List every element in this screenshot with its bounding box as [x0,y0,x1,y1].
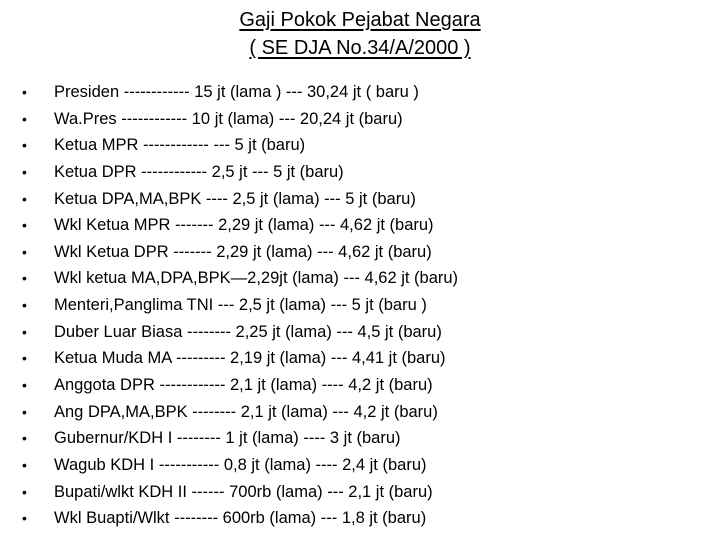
list-item-text: Wagub KDH I ----------- 0,8 jt (lama) ---- 2,4 jt (baru) [54,455,427,474]
bullet-icon: • [22,190,27,207]
list-item-text: Gubernur/KDH I -------- 1 jt (lama) ---- 3 jt (baru) [54,429,401,448]
bullet-icon: • [22,403,27,420]
list-item-text: Duber Luar Biasa -------- 2,25 jt (lama) --- 4,5 jt (baru) [54,322,442,341]
bullet-icon: • [22,270,27,287]
list-item [20,452,710,479]
list-item [20,479,710,506]
list-item [20,425,710,452]
bullet-icon: • [22,350,27,367]
list-item-text: Ketua DPR ------------ 2,5 jt --- 5 jt (baru) [54,162,344,181]
bullet-icon: • [22,483,27,500]
bullet-icon: • [22,137,27,154]
list-item [20,239,710,266]
list-item [20,106,710,133]
bullet-icon: • [22,163,27,180]
bullet-icon: • [22,110,27,127]
list-item-text: Wa.Pres ------------ 10 jt (lama) --- 20,24 jt (baru) [54,109,403,128]
list-item-text: Ketua MPR ------------ --- 5 jt (baru) [54,136,306,155]
list-item-text: Wkl Buapti/Wlkt -------- 600rb (lama) --- 1,8 jt (baru) [54,509,427,528]
list-item-text: Ketua DPA,MA,BPK ---- 2,5 jt (lama) --- 5 jt (baru) [54,189,416,208]
page-title [0,6,720,62]
list-item [20,265,710,292]
list-item [20,132,710,159]
list-item [20,319,710,346]
list-item [20,505,710,532]
list-item-text: Anggota DPR ------------ 2,1 jt (lama) ---- 4,2 jt (baru) [54,376,433,395]
bullet-icon: • [22,510,27,527]
list-item-text: Wkl ketua MA,DPA,BPK—2,29jt (lama) --- 4,62 jt (baru) [54,269,459,288]
list-item [20,186,710,213]
bullet-icon: • [22,84,27,100]
list-item [20,372,710,399]
list-item [20,79,710,106]
list-item-text: Wkl Ketua MPR ------- 2,29 jt (lama) --- 4,62 jt (baru) [54,216,434,235]
list-item-text: Ketua Muda MA --------- 2,19 jt (lama) --- 4,41 jt (baru) [54,349,446,368]
list-item [20,345,710,372]
list-item [20,292,710,319]
list-item-text: Presiden ------------ 15 jt (lama ) --- 30,24 jt ( baru ) [54,83,419,101]
list-item [20,159,710,186]
list-item-text: Wkl Ketua DPR ------- 2,29 jt (lama) --- 4,62 jt (baru) [54,242,432,261]
list-item [20,212,710,239]
bullet-icon: • [22,243,27,260]
bullet-icon: • [22,217,27,234]
list-item-text: Menteri,Panglima TNI --- 2,5 jt (lama) --- 5 jt (baru ) [54,296,427,315]
salary-list [20,79,710,532]
title-line-2: ( SE DJA No.34/A/2000 ) [249,37,471,59]
bullet-icon: • [22,297,27,314]
list-item-text: Ang DPA,MA,BPK -------- 2,1 jt (lama) --- 4,2 jt (baru) [54,402,438,421]
bullet-icon: • [22,430,27,447]
title-line-1: Gaji Pokok Pejabat Negara [239,9,481,31]
list-item [20,399,710,426]
bullet-icon: • [22,377,27,394]
bullet-icon: • [22,323,27,340]
bullet-icon: • [22,456,27,473]
list-item-text: Bupati/wlkt KDH II ------ 700rb (lama) --- 2,1 jt (baru) [54,482,433,501]
